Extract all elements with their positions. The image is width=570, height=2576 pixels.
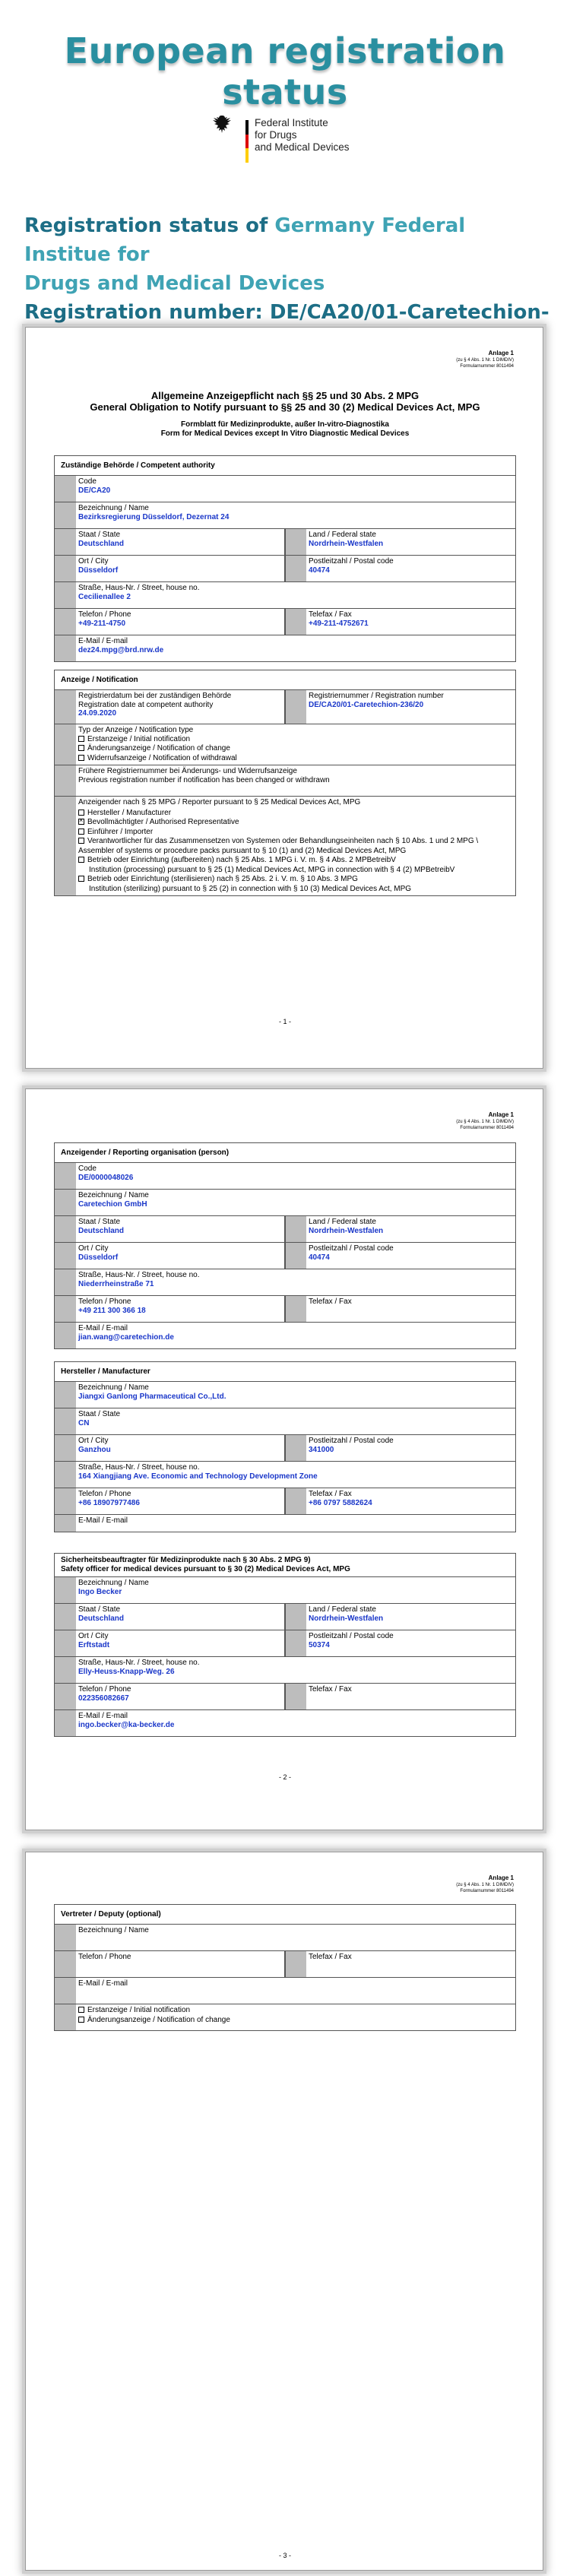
deputy-fax: Telefax / Fax [309,1953,352,1961]
manufacturer-name: Bezeichnung / Name Jiangxi Ganlong Pharmaceutical Co.,Ltd. [78,1383,226,1401]
checkbox-icon[interactable] [78,810,84,816]
annex-ref: Anlage 1 (zu § 4 Abs. 1 Nr. 1 DIMDIV) Formularnummer 8011494 [456,1111,514,1130]
safety-officer-section [54,1553,516,1737]
form-page-3 [25,1852,543,2571]
notification-section [54,670,516,896]
reporter-postal-code: Postleitzahl / Postal code 40474 [309,1244,394,1262]
authority-name: Bezeichnung / Name Bezirksregierung Düsseldorf, Dezernat 24 [78,504,230,521]
registration-number-heading: Registration number: DE/CA20/01-Caretechion- [24,301,549,324]
reporter-role: Anzeigender nach § 25 MPG / Reporter pursuant to § 25 Medical Devices Act, MPG Hersteller / Manufacturer ×Bevollmächtigter / Authorised Representative Einführer / Importer Verantwortlicher für das Zusammensetzen von Systemen oder Behandlungseinheiten nach § 10 Abs. 1 und 2 MPG \ Assembler of systems or procedure packs pursuant to § 10 (1) and (2) Medical Devices Act, MPG Betrieb oder Einrichtung (aufbereiten) nach § 25 Abs. 1 MPG i. V. m. § 4 Abs. 2 MPBetreibV Institution (processing) pursuant to § 25 (1) Medical Devices Act, MPG in connection with § 4 (2) MPBetreibV Betrieb oder Einrichtung (sterilisieren) nach § 25 Abs. 2 i. V. m. § 10 Abs. 3 MPG Institution (sterilizing) pursuant to § 25 (2) in connection with § 10 (3) Medical Devices Act, MPG [76,797,515,895]
officer-city: Ort / City Erftstadt [76,1630,285,1656]
checkbox-icon[interactable] [78,838,84,844]
page-number: - 2 - [278,1773,291,1781]
role-sterilizing-en: Institution (sterilizing) pursuant to § 25 (2) in connection with § 10 (3) Medical Devices Act, MPG [89,884,412,893]
federal-eagle-icon [211,114,234,137]
reporter-state: Staat / State Deutschland [76,1216,285,1242]
reporter-email: E-Mail / E-mail jian.wang@caretechion.de [78,1324,174,1342]
previous-registration-number: Frühere Registriernummer bei Änderungs- und Widerrufsanzeige Previous registration number if notification has been changed or withdrawn [78,767,330,784]
role-authorised-rep[interactable]: ×Bevollmächtigter / Authorised Representative [78,818,513,828]
section-heading: Zuständige Behörde / Competent authority [55,456,515,476]
checkbox-icon[interactable] [78,755,84,761]
option-withdrawal[interactable]: Widerrufsanzeige / Notification of withdrawal [78,754,513,764]
checkbox-icon[interactable] [78,2007,84,2013]
authority-street: Straße, Haus-Nr. / Street, house no. Cecilienallee 2 [78,584,200,601]
page-title: European registration status [64,30,506,112]
section-heading: Sicherheitsbeauftragter für Medizinprodukte nach § 30 Abs. 2 MPG 9) Safety officer for medical devices pursuant to § 30 (2) Medical Devices Act, MPG [55,1554,515,1577]
officer-street: Straße, Haus-Nr. / Street, house no. Elly-Heuss-Knapp-Weg. 26 [78,1659,200,1676]
reporter-city: Ort / City Düsseldorf [76,1243,285,1269]
manufacturer-city: Ort / City Ganzhou [76,1435,285,1461]
reporter-federal-state: Land / Federal state Nordrhein-Westfalen [309,1218,384,1235]
manufacturer-postal-code: Postleitzahl / Postal code 341000 [309,1437,394,1454]
subhead-line1a: Registration status of [24,214,275,237]
checkbox-icon[interactable] [78,2017,84,2023]
manufacturer-section [54,1361,516,1532]
manufacturer-street: Straße, Haus-Nr. / Street, house no. 164 Xiangjiang Ave. Economic and Technology Development Zone [78,1463,318,1481]
officer-fax: Telefax / Fax [309,1685,352,1694]
notification-type: Typ der Anzeige / Notification type Erstanzeige / Initial notification Änderungsanzeige / Notification of change Widerrufsanzeige / Notification of withdrawal [76,724,515,765]
form-page-2 [25,1088,543,1830]
manufacturer-phone: Telefon / Phone +86 18907977486 [76,1488,285,1514]
institute-name: Federal Institute for Drugs and Medical Devices [255,117,350,153]
manufacturer-state: Staat / State CN [78,1410,121,1427]
authority-city: Ort / City Düsseldorf [76,556,285,581]
section-heading: Anzeige / Notification [55,670,515,690]
officer-federal-state: Land / Federal state Nordrhein-Westfalen [309,1605,384,1623]
form-title: Allgemeine Anzeigepflicht nach §§ 25 und 30 Abs. 2 MPG General Obligation to Notify pursuant to §§ 25 and 30 (2) Medical Devices Act, MPG [90,390,480,413]
registration-number: Registriernummer / Registration number DE/CA20/01-Caretechion-236/20 [309,692,444,709]
authority-fax: Telefax / Fax +49-211-4752671 [309,610,369,628]
annex-ref: Anlage 1 (zu § 4 Abs. 1 Nr. 1 DIMDIV) Formularnummer 8011494 [456,1874,514,1893]
option-change[interactable]: Änderungsanzeige / Notification of change [78,744,513,754]
authority-postal-code: Postleitzahl / Postal code 40474 [309,557,394,575]
reporter-name: Bezeichnung / Name Caretechion GmbH [78,1191,149,1209]
checkbox-icon[interactable] [78,876,84,882]
form-subtitle: Formblatt für Medizinprodukte, außer In-vitro-Diagnostika Form for Medical Devices except In Vitro Diagnostic Medical Devices [160,420,410,438]
deputy-phone: Telefon / Phone [76,1951,285,1977]
reporter-code: Code DE/0000048026 [78,1164,134,1182]
option-initial[interactable]: Erstanzeige / Initial notification [78,735,513,745]
form-page-1 [25,327,543,1069]
role-assembler[interactable]: Verantwortlicher für das Zusammensetzen von Systemen oder Behandlungseinheiten nach § 10 Abs. 1 und 2 MPG \ Assembler of systems or procedure packs pursuant to § 10 (1) and (2) Medical Devices Act, MPG [78,837,479,855]
deputy-section [54,1904,516,2031]
section-heading: Hersteller / Manufacturer [55,1362,515,1382]
checkbox-icon[interactable] [78,829,84,835]
authority-email: E-Mail / E-mail dez24.mpg@brd.nrw.de [78,637,164,654]
reporter-fax: Telefax / Fax [309,1298,352,1306]
authority-state: Staat / State Deutschland [76,529,285,555]
reporter-phone: Telefon / Phone +49 211 300 366 18 [76,1296,285,1322]
section-heading: Vertreter / Deputy (optional) [55,1905,515,1925]
reporting-org-section [54,1142,516,1349]
checkbox-icon[interactable] [78,736,84,742]
deputy-option-initial[interactable]: Erstanzeige / Initial notification [78,2006,513,2016]
german-flag-stripe [245,120,249,163]
officer-email: E-Mail / E-mail ingo.becker@ka-becker.de [78,1712,175,1729]
authority-code: Code DE/CA20 [78,477,111,495]
deputy-option-change[interactable]: Änderungsanzeige / Notification of change [78,2016,513,2026]
checkbox-icon[interactable] [78,745,84,751]
role-processing-en: Institution (processing) pursuant to § 25 (1) Medical Devices Act, MPG in connection with § 4 (2) MPBetreibV [89,865,455,874]
manufacturer-email: E-Mail / E-mail [78,1516,128,1525]
page-number: - 1 - [278,1018,291,1025]
reporter-street: Straße, Haus-Nr. / Street, house no. Niederrheinstraße 71 [78,1271,200,1288]
officer-phone: Telefon / Phone 022356082667 [76,1684,285,1709]
checkbox-checked-icon[interactable] [78,819,84,825]
page-number: - 3 - [278,2552,291,2559]
authority-federal-state: Land / Federal state Nordrhein-Westfalen [309,531,384,548]
hero-banner [0,0,570,324]
deputy-notification-type [76,2004,515,2030]
authority-phone: Telefon / Phone +49-211-4750 [76,609,285,635]
annex-ref: Anlage 1 (zu § 4 Abs. 1 Nr. 1 DIMDIV) Formularnummer 8011494 [456,350,514,369]
officer-state: Staat / State Deutschland [76,1604,285,1630]
officer-postal-code: Postleitzahl / Postal code 50374 [309,1632,394,1649]
manufacturer-fax: Telefax / Fax +86 0797 5882624 [309,1490,372,1507]
checkbox-icon[interactable] [78,857,84,863]
role-sterilizing[interactable]: Betrieb oder Einrichtung (sterilisieren) nach § 25 Abs. 2 i. V. m. § 10 Abs. 3 MPG [78,875,513,885]
section-heading: Anzeigender / Reporting organisation (person) [55,1143,515,1163]
subhead-line2: Drugs and Medical Devices [24,272,325,295]
role-processing[interactable]: Betrieb oder Einrichtung (aufbereiten) nach § 25 Abs. 1 MPG i. V. m. § 4 Abs. 2 MPBetreibV [78,856,513,866]
deputy-name: Bezeichnung / Name [78,1926,149,1934]
officer-name: Bezeichnung / Name Ingo Becker [78,1579,149,1596]
subhead-line1b: Germany Federal Institue for [24,214,466,266]
role-manufacturer[interactable]: Hersteller / Manufacturer [78,809,513,819]
competent-authority-section [54,455,516,662]
role-importer[interactable]: Einführer / Importer [78,828,513,838]
registration-date: Registrierdatum bei der zuständigen Behörde Registration date at competent authority 24.09.2020 [76,690,285,724]
bfarm-logo [207,114,375,163]
deputy-email: E-Mail / E-mail [78,1979,128,1988]
